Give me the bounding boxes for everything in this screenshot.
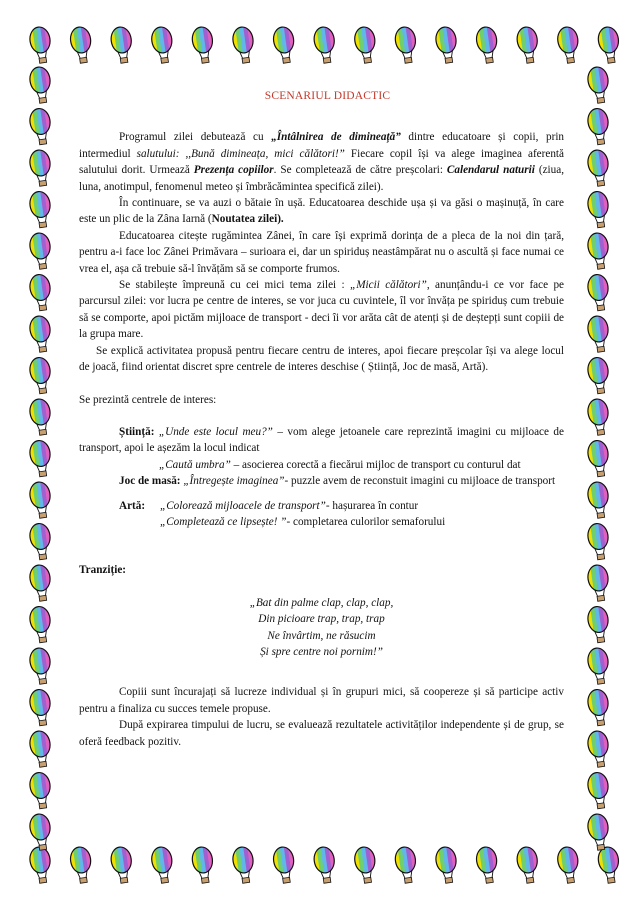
balloon-icon	[28, 438, 53, 477]
balloon-icon	[28, 106, 53, 145]
poem-line: Ne învârtim, ne răsucim	[267, 629, 376, 642]
center-arta: Artă: „Colorează mijloacele de transport”- hașurarea în contur „Completează ce lipsește! ”- completarea culorilor semaforului	[119, 499, 446, 528]
paragraph-se-prezinta: Se prezintă centrele de interes:	[79, 393, 217, 406]
balloon-icon	[28, 65, 53, 104]
balloon-icon	[109, 845, 134, 884]
tranzitie-heading: Tranziție:	[79, 564, 127, 577]
paragraph-incurajare: Copiii sunt încurajați să lucreze individual și în grupuri mici, să coopereze și să participe activ pentru a finaliza cu succes temele propuse.	[79, 686, 564, 715]
poem	[79, 595, 564, 661]
balloon-icon	[28, 845, 53, 884]
balloon-icon	[586, 729, 611, 768]
balloon-icon	[586, 272, 611, 311]
balloon-icon	[475, 845, 500, 884]
center-stiinta: Știință: „Unde este locul meu?” – vom alege jetoanele care reprezintă imagini cu mijloace de transport, apoi le așezăm la locul indicat	[79, 425, 564, 455]
balloon-icon	[191, 25, 216, 64]
balloon-icon	[312, 845, 337, 884]
balloon-icon	[28, 604, 53, 643]
balloon-icon	[597, 25, 622, 64]
balloon-icon	[475, 25, 500, 64]
balloon-icon	[28, 480, 53, 519]
balloon-icon	[28, 25, 53, 64]
paragraph-centre: Se explică activitatea propusă pentru fiecare centru de interes, apoi fiecare preșcolar își va alege locul de joacă, fiind orientat discret spre centrele de interes deschise ( Știință, Joc de masă, Artă).	[79, 344, 564, 374]
balloon-icon	[586, 148, 611, 187]
balloon-icon	[28, 231, 53, 270]
paragraph-rugamintea: Educatoarea citește rugămintea Zânei, în care își exprimă dorința de a pleca de la noi din țară, pentru a-i face loc Zânei Primăvara – surioara ei, dar un spiriduș neastâmpărat nu o ascultă și face numai ce vrea el, așa că trebuie să-l învățăm să se comporte frumos.	[79, 229, 564, 275]
balloon-icon	[312, 25, 337, 64]
balloon-icon	[28, 563, 53, 602]
balloon-icon	[69, 25, 94, 64]
balloon-icon	[586, 812, 611, 851]
balloon-icon	[28, 397, 53, 436]
balloon-icon	[28, 355, 53, 394]
balloon-icon	[28, 646, 53, 685]
poem-line: Din picioare trap, trap, trap	[258, 613, 385, 626]
balloon-icon	[28, 272, 53, 311]
balloon-icon	[586, 189, 611, 228]
balloon-icon	[434, 845, 459, 884]
paragraph-tema-zilei: Se stabilește împreună cu cei mici tema zilei : „Micii călători”, anunțându-i ce vor face pe parcursul zilei: vor lucra pe centre de interes, se vor juca cu cuvintele, îl vor învăța pe spiriduș cum trebuie să se comporte, apoi pictăm mijloace de transport - deci îi vor arăta cât de atenți și de deștepți sunt copiii de la grupa mare.	[79, 279, 564, 341]
balloon-icon	[28, 770, 53, 809]
paragraph-noutatea-zilei: În continuare, se va auzi o bătaie în ușă. Educatoarea deschide ușa și va găsi o mașinuță, în care este un plic de la Zâna Iarnă (Noutatea zilei).	[79, 197, 564, 226]
balloon-icon	[28, 189, 53, 228]
balloon-icon	[586, 231, 611, 270]
balloon-icon	[272, 25, 297, 64]
poem-line: Și spre centre noi pornim!”	[260, 645, 383, 658]
balloon-icon	[556, 25, 581, 64]
balloon-icon	[586, 521, 611, 560]
balloon-icon	[394, 845, 419, 884]
center-stiinta-umbra: „Caută umbra” – asocierea corectă a fiecărui mijloc de transport cu conturul dat	[159, 458, 521, 471]
paragraph-evaluare: După expirarea timpului de lucru, se evaluează rezultatele activităților independente și de grup, se oferă feedback pozitiv.	[79, 719, 564, 748]
balloon-icon	[109, 25, 134, 64]
balloon-icon	[272, 845, 297, 884]
balloon-icon	[586, 397, 611, 436]
balloon-icon	[586, 563, 611, 602]
balloon-icon	[586, 604, 611, 643]
balloon-icon	[586, 770, 611, 809]
balloon-icon	[597, 845, 622, 884]
balloon-icon	[586, 355, 611, 394]
balloon-icon	[28, 148, 53, 187]
balloon-icon	[586, 438, 611, 477]
balloon-icon	[586, 480, 611, 519]
balloon-icon	[69, 845, 94, 884]
balloon-icon	[394, 25, 419, 64]
balloon-icon	[191, 845, 216, 884]
document-body	[79, 88, 564, 750]
paragraph-intalnirea: Programul zilei debutează cu „Întâlnirea de dimineață” dintre educatoare și copii, prin intermediul salutului: ,,Bună dimineața, mici călători!” Fiecare copil își va alege imaginea aferentă salutului dorit. Urmează Prezența copiilor. Se completează de către preșcolari: Calendarul naturii (ziua, luna, anotimpul, fenomenul meteo și îmbrăcămintea specifică zilei).	[79, 131, 565, 193]
balloon-icon	[353, 25, 378, 64]
balloon-icon	[434, 25, 459, 64]
balloon-icon	[231, 25, 256, 64]
balloon-icon	[515, 845, 540, 884]
balloon-icon	[586, 687, 611, 726]
balloon-icon	[586, 106, 611, 145]
page-title: SCENARIUL DIDACTIC	[264, 90, 391, 102]
balloon-icon	[28, 812, 53, 851]
balloon-icon	[586, 314, 611, 353]
balloon-icon	[28, 521, 53, 560]
balloon-icon	[28, 314, 53, 353]
balloon-icon	[231, 845, 256, 884]
balloon-icon	[515, 25, 540, 64]
balloon-icon	[353, 845, 378, 884]
balloon-icon	[28, 729, 53, 768]
balloon-icon	[150, 845, 175, 884]
center-joc-de-masa: Joc de masă: „Întregește imaginea”- puzzle avem de reconstuit imagini cu mijloace de transport	[119, 475, 556, 488]
poem-line: „Bat din palme clap, clap, clap,	[249, 596, 394, 609]
balloon-icon	[586, 646, 611, 685]
balloon-icon	[556, 845, 581, 884]
balloon-icon	[150, 25, 175, 64]
balloon-icon	[586, 65, 611, 104]
balloon-icon	[28, 687, 53, 726]
